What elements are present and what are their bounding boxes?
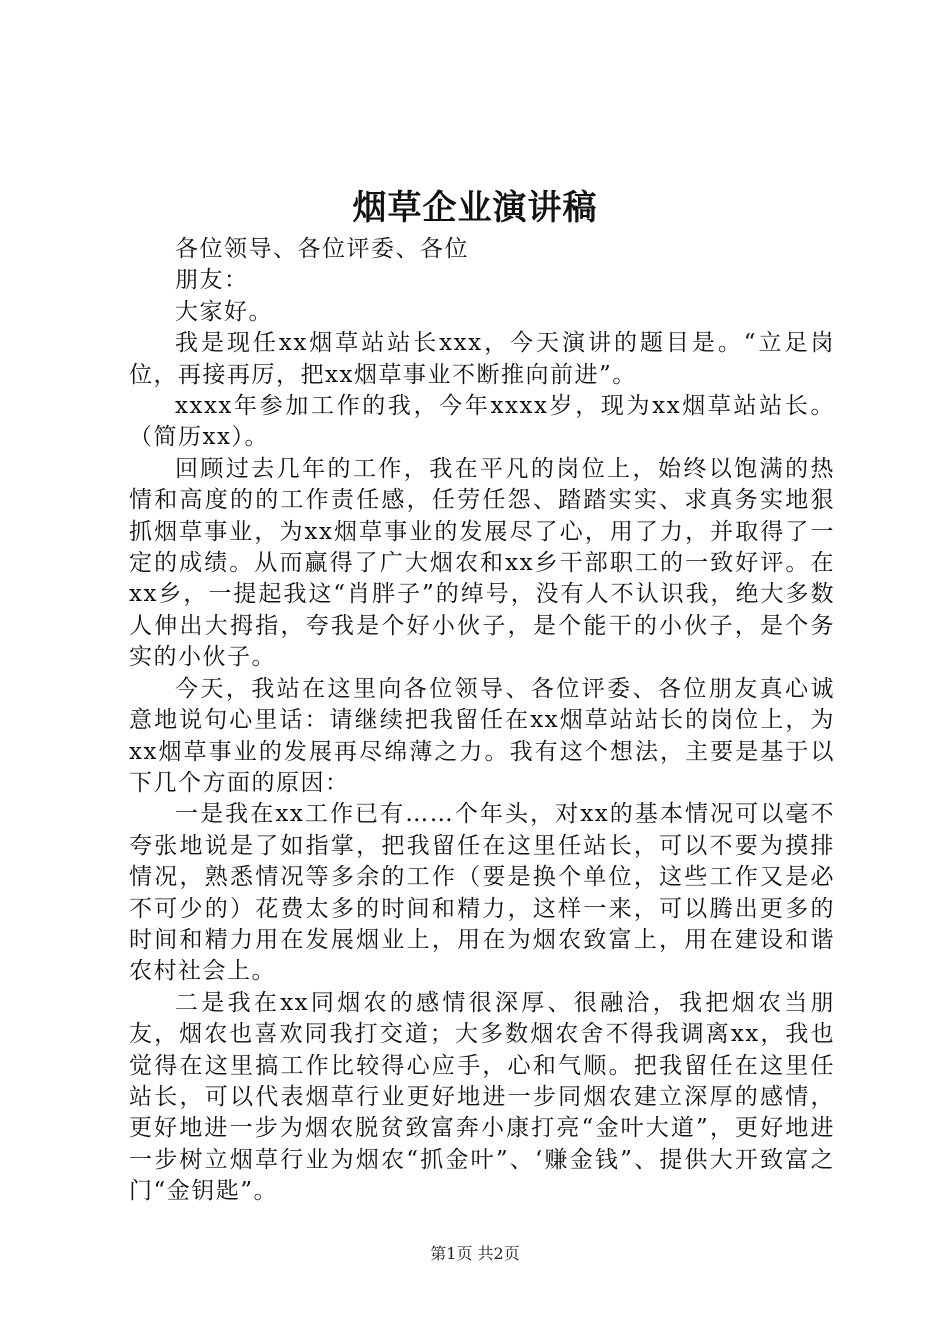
- paragraph-background: xxxx年参加工作的我，今年xxxx岁，现为xx烟草站站长。（简历xx）。: [129, 393, 835, 451]
- paragraph-request: 今天，我站在这里向各位领导、各位评委、各位朋友真心诚意地说句心里话：请继续把我留任在xx烟草站站长的岗位上，为xx烟草事业的发展再尽绵薄之力。我有这个想法，主要是基于以下几个方面的原因：: [129, 675, 835, 796]
- paragraph-salutation: 各位领导、各位评委、各位: [175, 236, 469, 262]
- paragraph-review: 回顾过去几年的工作，我在平凡的岗位上，始终以饱满的热情和高度的的工作责任感，任劳任怨、踏踏实实、求真务实地狠抓烟草事业，为xx烟草事业的发展尽了心，用了力，并取得了一定的成绩。从而赢得了广大烟农和xx乡干部职工的一致好评。在xx乡，一提起我这“肖胖子”的绰号，没有人不认识我，绝大多数人伸出大拇指，夸我是个好小伙子，是个能干的小伙子，是个务实的小伙子。: [129, 455, 835, 671]
- document-title: 烟草企业演讲稿: [352, 188, 598, 228]
- paragraph-reason-two: 二是我在xx同烟农的感情很深厚、很融洽，我把烟农当朋友，烟农也喜欢同我打交道；大多数烟农舍不得我调离xx，我也觉得在这里搞工作比较得心应手，心和气顺。把我留任在这里任站长，可以代表烟草行业更好地进一步同烟农建立深厚的感情，更好地进一步为烟农脱贫致富奔小康打亮“金叶大道”，更好地进一步树立烟草行业为烟农“抓金叶”、‘赚金钱”、提供大开致富之门“金钥匙”。: [129, 989, 835, 1205]
- document-body: [129, 234, 835, 1208]
- paragraph-introduction: 我是现任xx烟草站站长xxx，今天演讲的题目是。“立足岗位，再接再厉，把xx烟草事业不断推向前进”。: [129, 330, 835, 388]
- page-number-footer: 第1页 共2页: [430, 1244, 520, 1263]
- paragraph-salutation-cont: 朋友：: [175, 267, 249, 294]
- paragraph-greeting: 大家好。: [175, 298, 273, 325]
- paragraph-reason-one: 一是我在xx工作已有……个年头，对xx的基本情况可以毫不夸张地说是了如指掌，把我留任在这里任站长，可以不要为摸排情况，熟悉情况等多余的工作（要是换个单位，这些工作又是必不可少的）花费太多的时间和精力，这样一来，可以腾出更多的时间和精力用在发展烟业上，用在为烟农致富上，用在建设和谐农村社会上。: [129, 801, 835, 985]
